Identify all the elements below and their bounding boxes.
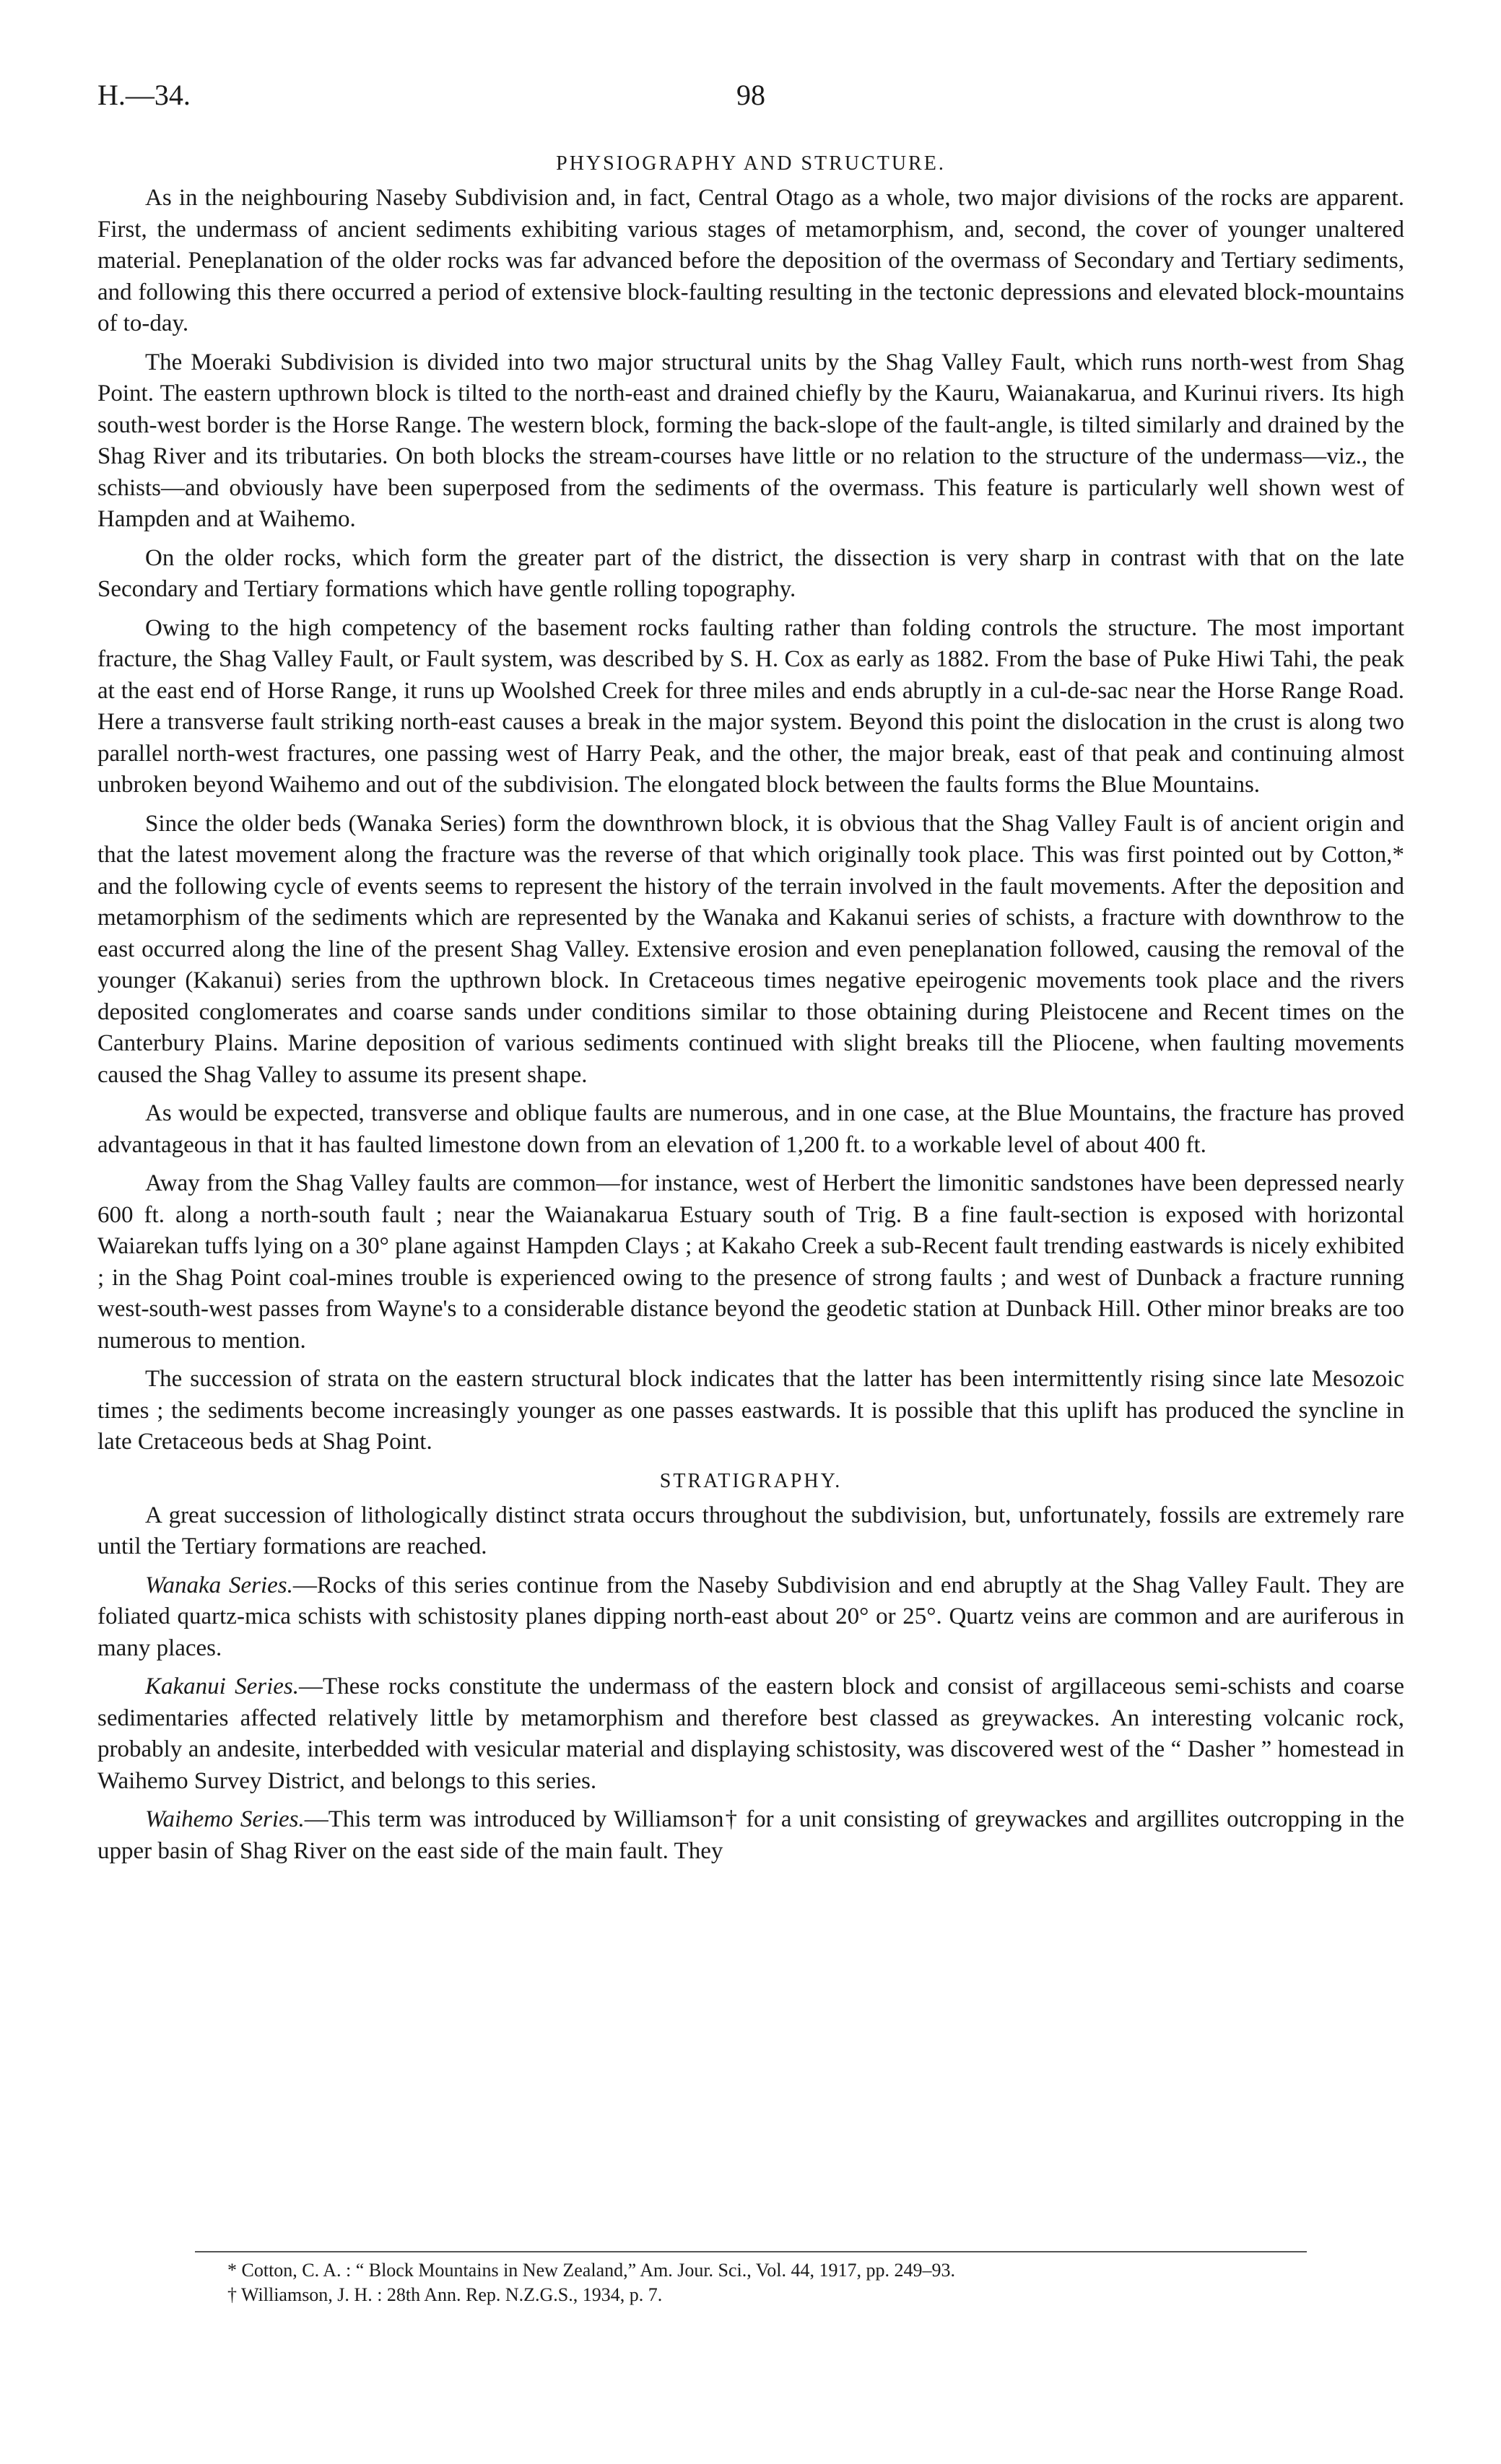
page-body [97, 148, 1404, 1874]
report-reference: H.—34. [97, 79, 191, 111]
footnote-rule [195, 2251, 1307, 2252]
footnotes [97, 2251, 1404, 2307]
series-text: —This term was introduced by Williamson† for a unit consisting of greywackes and argillites outcropping in the upper basin of Shag River on the east side of the main fault. They [97, 1806, 1404, 1864]
paragraph: Away from the Shag Valley faults are common—for instance, west of Herbert the limonitic sandstones have been depressed nearly 600 ft. along a north-south fault ; near the Waianakarua Estuary south of Trig. B a fine fault-section is exposed with horizontal Waiarekan tuffs lying on a 30° plane against Hampden Clays ; at Kakaho Creek a sub-Recent fault trending eastwards is nicely exhibited ; in the Shag Point coal-mines trouble is experienced owing to the presence of strong faults ; and west of Dunback a fracture running west-south-west passes from Wayne's to a considerable distance beyond the geodetic station at Dunback Hill. Other minor breaks are too numerous to mention. [97, 1170, 1404, 1354]
paragraph: The Moeraki Subdivision is divided into two major structural units by the Shag Valley Fault, which runs north-west from Shag Point. The eastern upthrown block is tilted to the north-east and drained chiefly by the Kauru, Waianakarua, and Kurinui rivers. Its high south-west border is the Horse Range. The western block, forming the back-slope of the fault-angle, is tilted similarly and drained by the Shag River and its tributaries. On both blocks the stream-courses have little or no relation to the structure of the undermass—viz., the schists—and obviously have been superposed from the sediments of the overmass. This feature is particularly well shown west of Hampden and at Waihemo. [97, 349, 1404, 532]
footnote-williamson: † Williamson, J. H. : 28th Ann. Rep. N.Z.G.S., 1934, p. 7. [227, 2284, 663, 2305]
paragraph: Since the older beds (Wanaka Series) form the downthrown block, it is obvious that the Shag Valley Fault is of ancient origin and that the latest movement along the fracture was the reverse of that which originally took place. This was first pointed out by Cotton,* and the following cycle of events seems to represent the history of the terrain involved in the fault movements. After the deposition and metamorphism of the sediments which are represented by the Wanaka and Kakanui series of schists, a fracture with downthrow to the east occurred along the line of the present Shag Valley. Extensive erosion and even peneplanation followed, causing the removal of the younger (Kakanui) series from the upthrown block. In Cretaceous times negative epeirogenic movements took place and the rivers deposited conglomerates and coarse sands under conditions similar to those obtaining during Pleistocene and Recent times on the Canterbury Plains. Marine deposition of various sediments continued with slight breaks till the Pliocene, when faulting movements caused the Shag Valley to assume its present shape. [97, 810, 1404, 1088]
paragraph: As in the neighbouring Naseby Subdivision and, in fact, Central Otago as a whole, two major divisions of the rocks are apparent. First, the undermass of ancient sediments exhibiting various stages of metamorphism, and, second, the cover of younger unaltered material. Peneplanation of the older rocks was far advanced before the deposition of the overmass of Secondary and Tertiary sediments, and following this there occurred a period of extensive block-faulting resulting in the tectonic depressions and elevated block-mountains of to-day. [97, 185, 1404, 336]
series-text: —These rocks constitute the undermass of the eastern block and consist of argillaceous semi-schists and coarse sedimentaries affected relatively little by metamorphism and therefore best classed as greywackes. An interesting volcanic rock, probably an andesite, interbedded with vesicular material and displaying schistosity, was discovered west of the “ Dasher ” homestead in Waihemo Survey District, and belongs to this series. [97, 1673, 1404, 1794]
series-paragraph-waihemo [97, 1804, 1404, 1867]
paragraph: Owing to the high competency of the basement rocks faulting rather than folding controls the structure. The most important fracture, the Shag Valley Fault, or Fault system, was described by S. H. Cox as early as 1882. From the base of Puke Hiwi Tahi, the peak at the east end of Horse Range, it runs up Woolshed Creek for three miles and ends abruptly in a cul-de-sac near the Horse Range Road. Here a transverse fault striking north-east causes a break in the major system. Beyond this point the dislocation in the crust is along two parallel north-west fractures, one passing west of Harry Peak, and the other, the major break, east of that peak and continuing almost unbroken beyond Waihemo and out of the subdivision. The elongated block between the faults forms the Blue Mountains. [97, 614, 1404, 798]
series-name: Waihemo Series. [145, 1806, 305, 1832]
section-heading-physiography: PHYSIOGRAPHY AND STRUCTURE. [556, 152, 946, 175]
section-heading-stratigraphy: STRATIGRAPHY. [659, 1469, 843, 1492]
paragraph: On the older rocks, which form the greater part of the district, the dissection is very sharp in contrast with that on the late Secondary and Tertiary formations which have gentle rolling topography. [97, 544, 1404, 602]
page-number: 98 [736, 79, 765, 111]
series-paragraph-wanaka [97, 1570, 1404, 1665]
paragraph: A great succession of lithologically distinct strata occurs throughout the subdivision, but, unfortunately, fossils are extremely rare until the Tertiary formations are reached. [97, 1502, 1404, 1559]
series-name: Kakanui Series. [145, 1673, 300, 1699]
page-header [97, 78, 1404, 121]
series-text: —Rocks of this series continue from the Naseby Subdivision and end abruptly at the Shag Valley Fault. They are foliated quartz-mica schists with schistosity planes dipping north-east about 20° or 25°. Quartz veins are common and are auriferous in many places. [97, 1572, 1404, 1661]
series-paragraph-kakanui [97, 1671, 1404, 1797]
paragraph: The succession of strata on the eastern structural block indicates that the latter has been intermittently rising since late Mesozoic times ; the sediments become increasingly younger as one passes eastwards. It is possible that this uplift has produced the syncline in late Cretaceous beds at Shag Point. [97, 1366, 1404, 1455]
paragraph: As would be expected, transverse and oblique faults are numerous, and in one case, at the Blue Mountains, the fracture has proved advantageous in that it has faulted limestone down from an elevation of 1,200 ft. to a workable level of about 400 ft. [97, 1100, 1404, 1158]
series-name: Wanaka Series. [145, 1572, 293, 1598]
footnote-cotton: * Cotton, C. A. : “ Block Mountains in New Zealand,” Am. Jour. Sci., Vol. 44, 1917, pp. 249–93. [227, 2260, 955, 2281]
